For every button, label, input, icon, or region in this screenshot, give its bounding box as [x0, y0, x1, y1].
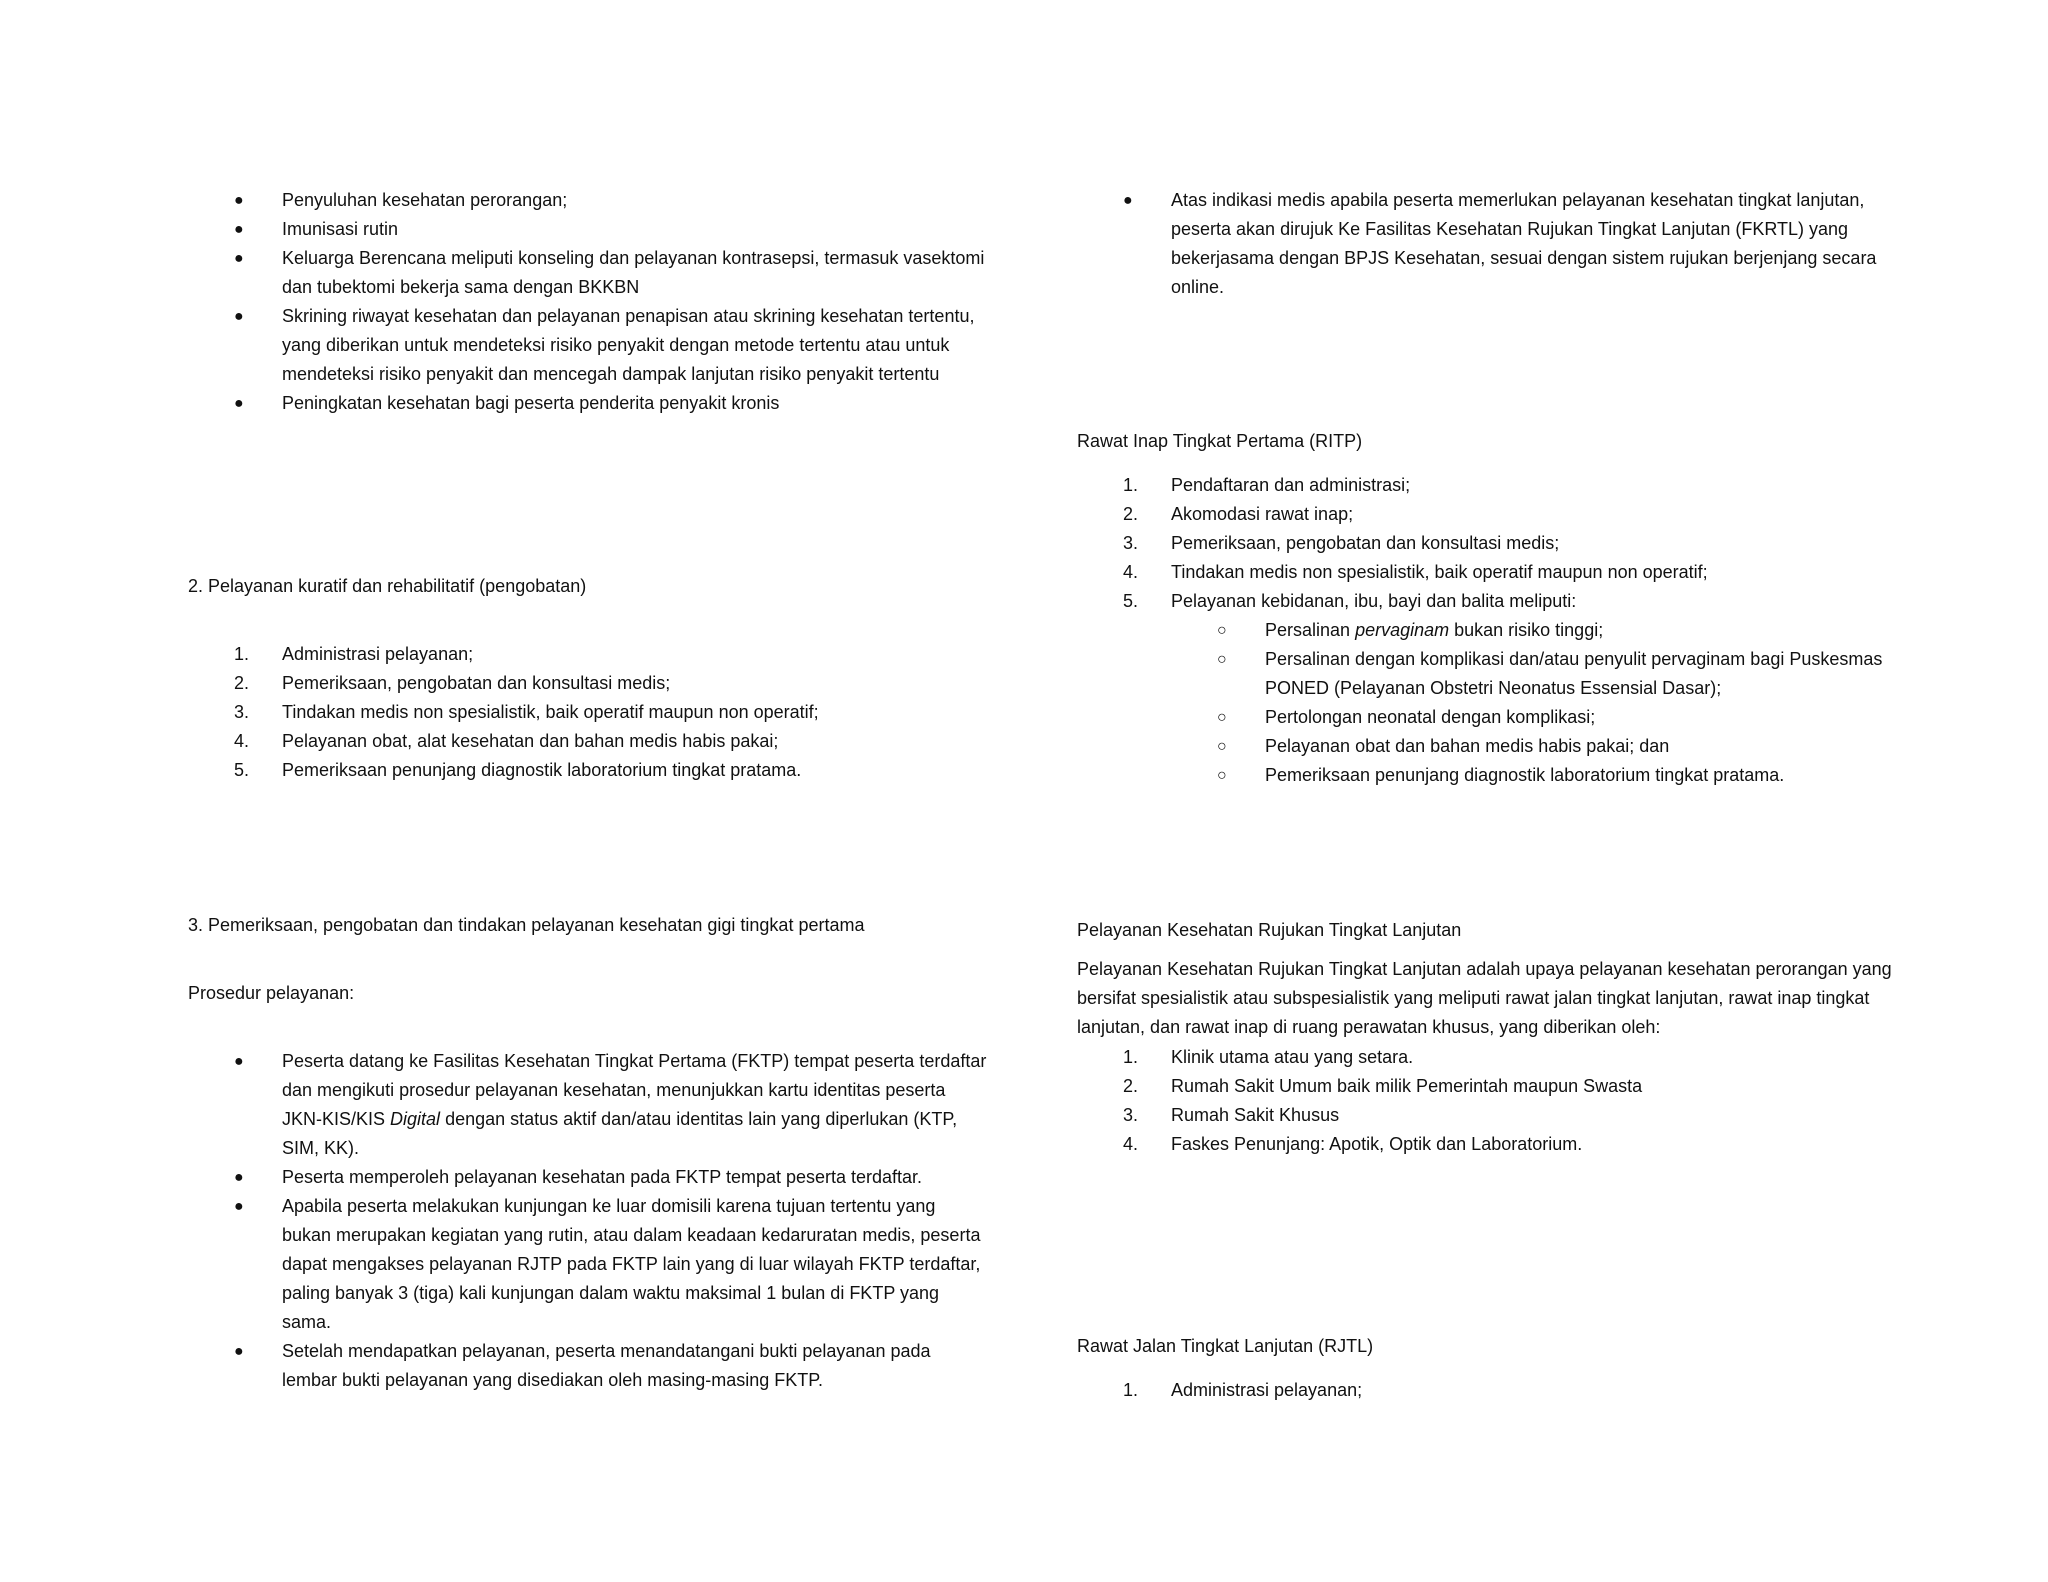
- list-item: ● Atas indikasi medis apabila peserta memerlukan pelayanan kesehatan tingkat lanjutan, peserta akan dirujuk Ke Fasilitas Kesehatan Rujukan Tingkat Lanjutan (FKRTL) yang bekerjasama dengan BPJS Kesehatan, sesuai dengan sistem rujukan berjenjang secara online.: [1077, 186, 1897, 302]
- hollow-bullet-icon: ○: [1217, 767, 1227, 784]
- list-item: 4. Tindakan medis non spesialistik, baik operatif maupun non operatif;: [1123, 562, 1708, 582]
- bullet-icon: ●: [234, 1343, 244, 1360]
- list-item: ● Skrining riwayat kesehatan dan pelayanan penapisan atau skrining kesehatan tertentu, yang diberikan untuk mendeteksi risiko penyakit dengan metode tertentu atau untuk mendeteksi risiko penyakit dan mencegah dampak lanjutan risiko penyakit tertentu: [188, 302, 988, 389]
- numbered-list-rjtl: [1077, 1376, 1897, 1405]
- bullet-icon: ●: [234, 1198, 244, 1215]
- bullet-list-prosedur: [188, 1047, 988, 1395]
- list-item: ○ Persalinan dengan komplikasi dan/atau penyulit pervaginam bagi Puskesmas PONED (Pelayanan Obstetri Neonatus Essensial Dasar);: [1077, 645, 1897, 703]
- list-item: 3. Tindakan medis non spesialistik, baik operatif maupun non operatif;: [234, 702, 819, 722]
- hollow-bullet-icon: ○: [1217, 709, 1227, 726]
- list-item: ● Apabila peserta melakukan kunjungan ke luar domisili karena tujuan tertentu yang bukan merupakan kegiatan yang rutin, atau dalam keadaan kedaruratan medis, peserta dapat mengakses pelayanan RJTP pada FKTP lain yang di luar wilayah FKTP terdaftar, paling banyak 3 (tiga) kali kunjungan dalam waktu maksimal 1 bulan di FKTP yang sama.: [188, 1192, 988, 1337]
- list-item: 1. Administrasi pelayanan;: [234, 644, 474, 664]
- bullet-icon: ●: [234, 395, 244, 412]
- numbered-list-curative: [188, 640, 988, 785]
- list-item: 4. Pelayanan obat, alat kesehatan dan bahan medis habis pakai;: [234, 731, 779, 751]
- list-item: 1. Administrasi pelayanan;: [1123, 1380, 1363, 1400]
- list-item: ○ Pelayanan obat dan bahan medis habis pakai; dan: [1077, 732, 1897, 761]
- list-item: ● Peserta memperoleh pelayanan kesehatan pada FKTP tempat peserta terdaftar.: [188, 1163, 988, 1192]
- list-item: 3. Pemeriksaan, pengobatan dan konsultasi medis;: [1123, 533, 1560, 553]
- numbered-list-ritp: [1077, 471, 1897, 790]
- list-item: 1. Pendaftaran dan administrasi;: [1123, 475, 1411, 495]
- list-item: 5. Pelayanan kebidanan, ibu, bayi dan balita meliputi:: [1123, 591, 1577, 611]
- rujukan-description: Pelayanan Kesehatan Rujukan Tingkat Lanjutan adalah upaya pelayanan kesehatan perorangan yang bersifat spesialistik atau subspesialistik yang meliputi rawat jalan tingkat lanjutan, rawat inap tingkat lanjutan, dan rawat inap di ruang perawatan khusus, yang diberikan oleh:: [1077, 959, 1892, 1037]
- bullet-list-referral: [1077, 186, 1897, 302]
- list-item: 1. Klinik utama atau yang setara.: [1123, 1047, 1414, 1067]
- hollow-bullet-icon: ○: [1217, 651, 1227, 668]
- list-item: 2. Rumah Sakit Umum baik milik Pemerintah maupun Swasta: [1123, 1076, 1643, 1096]
- list-item: 5. Pemeriksaan penunjang diagnostik laboratorium tingkat pratama.: [234, 760, 802, 780]
- hollow-bullet-icon: ○: [1217, 738, 1227, 755]
- list-item: ● Imunisasi rutin: [188, 215, 988, 244]
- bullet-icon: ●: [234, 1169, 244, 1186]
- section3-heading: 3. Pemeriksaan, pengobatan dan tindakan pelayanan kesehatan gigi tingkat pertama: [188, 915, 865, 935]
- list-item: 2. Akomodasi rawat inap;: [1123, 504, 1354, 524]
- rujukan-heading: Pelayanan Kesehatan Rujukan Tingkat Lanjutan: [1077, 920, 1462, 940]
- list-item: ● Penyuluhan kesehatan perorangan;: [188, 186, 988, 215]
- list-item: ● Peningkatan kesehatan bagi peserta penderita penyakit kronis: [188, 389, 988, 418]
- numbered-list-rujukan: [1077, 1043, 1897, 1159]
- bullet-icon: ●: [234, 1053, 244, 1070]
- list-item: ○ Pemeriksaan penunjang diagnostik laboratorium tingkat pratama.: [1077, 761, 1897, 790]
- bullet-list-promotive: [188, 186, 988, 418]
- bullet-icon: ●: [234, 308, 244, 325]
- section2-heading: 2. Pelayanan kuratif dan rehabilitatif (pengobatan): [188, 576, 587, 596]
- sub-list-kebidanan: [1077, 616, 1897, 790]
- hollow-bullet-icon: ○: [1217, 622, 1227, 639]
- list-item: ● Setelah mendapatkan pelayanan, peserta menandatangani bukti pelayanan pada lembar bukti pelayanan yang disediakan oleh masing-masing FKTP.: [188, 1337, 988, 1395]
- list-item: ● Peserta datang ke Fasilitas Kesehatan Tingkat Pertama (FKTP) tempat peserta terdaftar dan mengikuti prosedur pelayanan kesehatan, menunjukkan kartu identitas peserta JKN-KIS/KIS Digital dengan status aktif dan/atau identitas lain yang diperlukan (KTP, SIM, KK).: [188, 1047, 988, 1163]
- bullet-icon: ●: [1123, 192, 1133, 209]
- bullet-icon: ●: [234, 221, 244, 238]
- list-item: ○ Pertolongan neonatal dengan komplikasi;: [1077, 703, 1897, 732]
- list-item: 4. Faskes Penunjang: Apotik, Optik dan Laboratorium.: [1123, 1134, 1583, 1154]
- rjtl-heading: Rawat Jalan Tingkat Lanjutan (RJTL): [1077, 1336, 1374, 1356]
- list-item: ● Keluarga Berencana meliputi konseling dan pelayanan kontrasepsi, termasuk vasektomi dan tubektomi bekerja sama dengan BKKBN: [188, 244, 988, 302]
- prosedur-label: Prosedur pelayanan:: [188, 983, 355, 1003]
- list-item: 3. Rumah Sakit Khusus: [1123, 1105, 1340, 1125]
- list-item: ○ Persalinan pervaginam bukan risiko tinggi;: [1077, 616, 1897, 645]
- bullet-icon: ●: [234, 192, 244, 209]
- ritp-heading: Rawat Inap Tingkat Pertama (RITP): [1077, 431, 1363, 451]
- list-item: 2. Pemeriksaan, pengobatan dan konsultasi medis;: [234, 673, 671, 693]
- bullet-icon: ●: [234, 250, 244, 267]
